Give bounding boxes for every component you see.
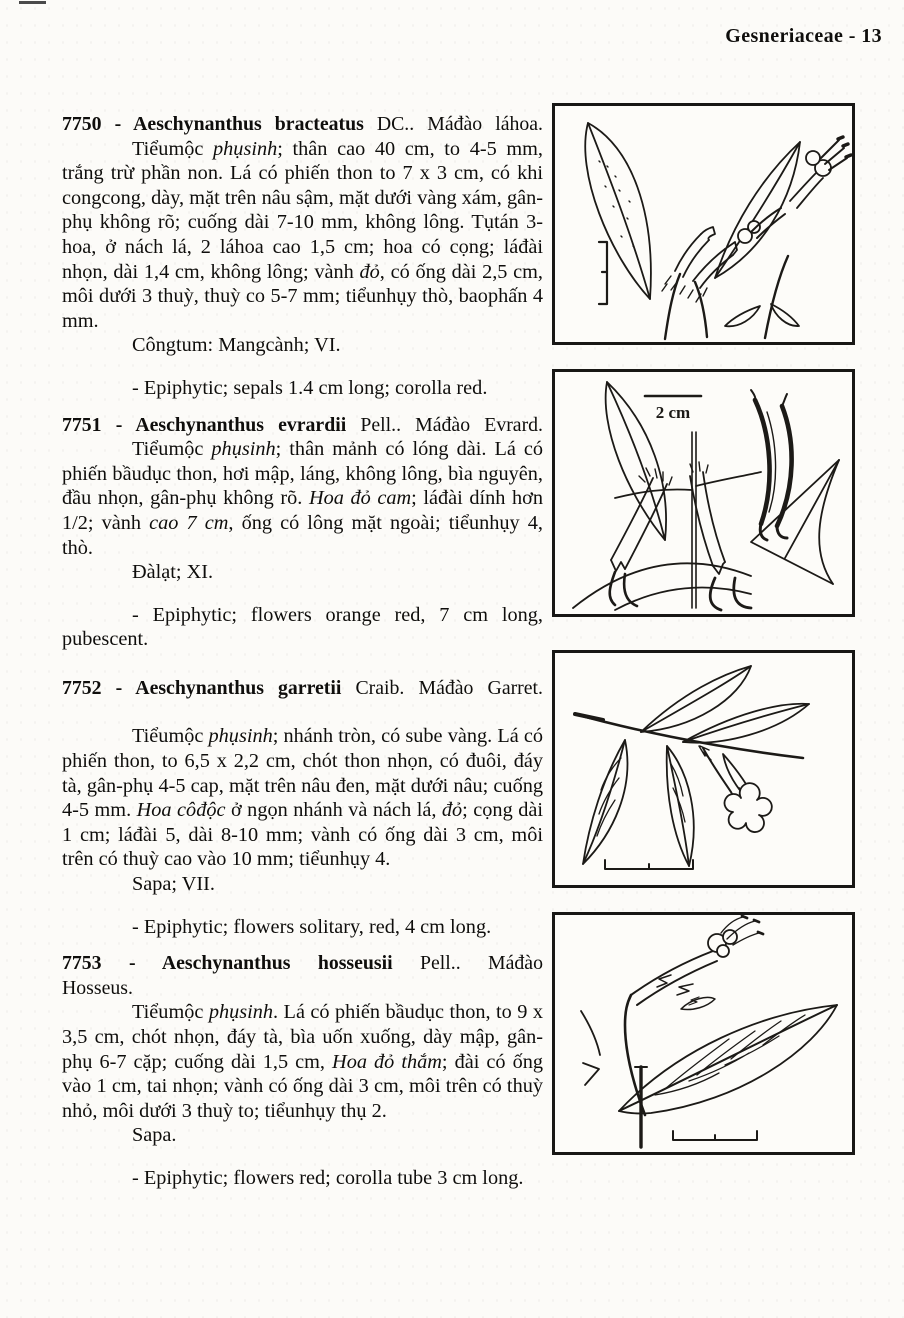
- species-entry-7753: [62, 951, 543, 1190]
- figure-aeschynanthus-hosseusii: [552, 912, 855, 1155]
- italic-term: Hoa đỏ cam: [308, 487, 412, 510]
- description-text: ; thân mảnh có lóng dài. Lá có phiến bầudục thon, hơi mập, láng, không lông, bìa nguyên, đầu nhọn, gân-phụ không rõ.: [62, 438, 543, 510]
- bracteatus-line-drawing: [555, 106, 852, 342]
- hosseusii-line-drawing: [555, 915, 852, 1152]
- figure-aeschynanthus-garretii: [552, 650, 855, 888]
- english-note-7753: - Epiphytic; flowers red; corolla tube 3 cm long.: [132, 1166, 524, 1189]
- description-text: ; láđài dính hơn 1/2; vành: [62, 487, 544, 534]
- distribution-line-7752: Sapa; VII.: [132, 873, 215, 896]
- description-text: Tiểumộc: [132, 1001, 209, 1024]
- species-heading-7752: [62, 676, 543, 701]
- italic-term: phụsinh: [211, 438, 276, 461]
- species-description-7750: [62, 137, 543, 334]
- description-text: ; cọng dài 1 cm; láđài 5, dài 8-10 mm; vành có ống dài 3 cm, môi trên có thuỳ cao vào 10 mm; tiểunhụy 4.: [62, 799, 543, 871]
- english-note-7751: - Epiphytic; flowers orange red, 7 cm long, pubescent.: [62, 603, 543, 651]
- species-description-7753: [62, 1000, 543, 1123]
- species-authority: DC.. Máđào láhoa.: [376, 113, 543, 135]
- text-column: [62, 112, 543, 1199]
- species-heading-7750: [62, 112, 543, 137]
- species-name-bold: 7751 - Aeschynanthus evrardii: [62, 413, 347, 436]
- description-text: , ống có lông mặt ngoài; tiểunhụy 4, thò.: [62, 511, 543, 559]
- heading-line-1: [62, 952, 543, 974]
- description-text: ; nhánh tròn, có sube vàng. Lá có phiến thon, to 6,5 x 2,2 cm, chót thon nhọn, có đuôi, đáy tà, gân-phụ 4-5 cap, mặt trên nâu đen, mặt dưới nâu; cuống 4-5 mm.: [62, 725, 543, 822]
- species-entry-7751: [62, 413, 543, 652]
- distribution-line-7751: Đàlạt; XI.: [132, 561, 214, 584]
- description-text: Tiểumộc: [132, 725, 209, 748]
- italic-term: phụsinh: [213, 137, 278, 160]
- running-head: Gesneriaceae - 13: [725, 25, 882, 47]
- distribution-line-7750: Côngtum: Mangcành; VI.: [132, 334, 341, 357]
- evrardii-line-drawing: [555, 372, 852, 614]
- italic-term: đỏ: [359, 260, 380, 283]
- species-authority: Craib. Máđào Garret.: [355, 676, 543, 699]
- italic-term: Hoa đỏ thắm: [332, 1050, 442, 1073]
- description-text: ; thân cao 40 cm, to 4-5 mm, trắng trừ phần non. Lá có phiến thon to 7 x 3 cm, có khi congcong, dày, mặt trên nâu sậm, mặt dưới vàng xám, gân-phụ không rõ; cuống dài 7-10 mm, không lông. Tụtán 3-hoa, ở nách lá, 2 láhoa cao 1,5 cm; hoa có cọng; láđài nhọn, dài 1,4 cm, không lông; vành: [62, 137, 543, 283]
- italic-term: cao 7 cm: [149, 511, 229, 534]
- species-description-7752: [62, 724, 543, 872]
- figure-aeschynanthus-evrardii: [552, 369, 855, 617]
- species-heading-7751: [62, 413, 543, 438]
- description-text: , có ống dài 2,5 cm, môi dưới 3 thuỳ, thuỳ co 5-7 mm; tiểunhụy thò, baophấn 4 mm.: [62, 260, 544, 332]
- description-text: ở ngọn nhánh và nách lá,: [225, 799, 442, 822]
- description-text: Tiểumộc: [132, 137, 214, 160]
- garretii-line-drawing: [555, 653, 852, 885]
- species-authority: Pell.. Máđào: [420, 952, 543, 975]
- scale-bar: [605, 860, 693, 869]
- species-heading-7753: [62, 951, 543, 1000]
- heading-line-2: Hosseus.: [62, 976, 133, 999]
- italic-term: phụsinh: [208, 1001, 274, 1024]
- species-description-7751: [62, 437, 543, 560]
- species-entry-7750: [62, 112, 543, 401]
- description-text: Tiểumộc: [132, 438, 212, 461]
- description-text: . Lá có phiến bầudục thon, to 9 x 3,5 cm, chót nhọn, đáy tà, bìa uốn xuống, dày mập, gân-phụ 6-7 cặp; cuống dài 1,5 cm,: [62, 1001, 543, 1073]
- species-name-bold: 7753 - Aeschynanthus hosseusii: [62, 952, 393, 975]
- scale-label: 2 cm: [655, 403, 691, 422]
- italic-term: phụsinh: [208, 725, 273, 748]
- italic-term: đỏ: [441, 799, 463, 822]
- species-name-bold: 7752 - Aeschynanthus garretii: [62, 676, 342, 699]
- species-name-bold: 7750 - Aeschynanthus bracteatus: [62, 113, 364, 135]
- distribution-line-7753: Sapa.: [132, 1124, 177, 1147]
- species-entry-7752: [62, 676, 543, 939]
- scale-bracket: [599, 242, 607, 304]
- english-note-7752: - Epiphytic; flowers solitary, red, 4 cm long.: [132, 915, 492, 938]
- species-authority: Pell.. Máđào Evrard.: [360, 413, 543, 436]
- english-note-7750: - Epiphytic; sepals 1.4 cm long; corolla red.: [132, 376, 488, 399]
- scale-bar: [673, 1131, 757, 1140]
- description-text: ; đài có ống vào 1 cm, tai nhọn; vành có ống dài 3 cm, môi trên có thuỳ nhỏ, môi dưới 3 thuỳ to; tiểunhụy thụ 2.: [62, 1050, 543, 1122]
- figure-aeschynanthus-bracteatus: [552, 103, 855, 345]
- scan-artifact-mark: [19, 1, 46, 4]
- italic-term: Hoa côđộc: [136, 799, 226, 822]
